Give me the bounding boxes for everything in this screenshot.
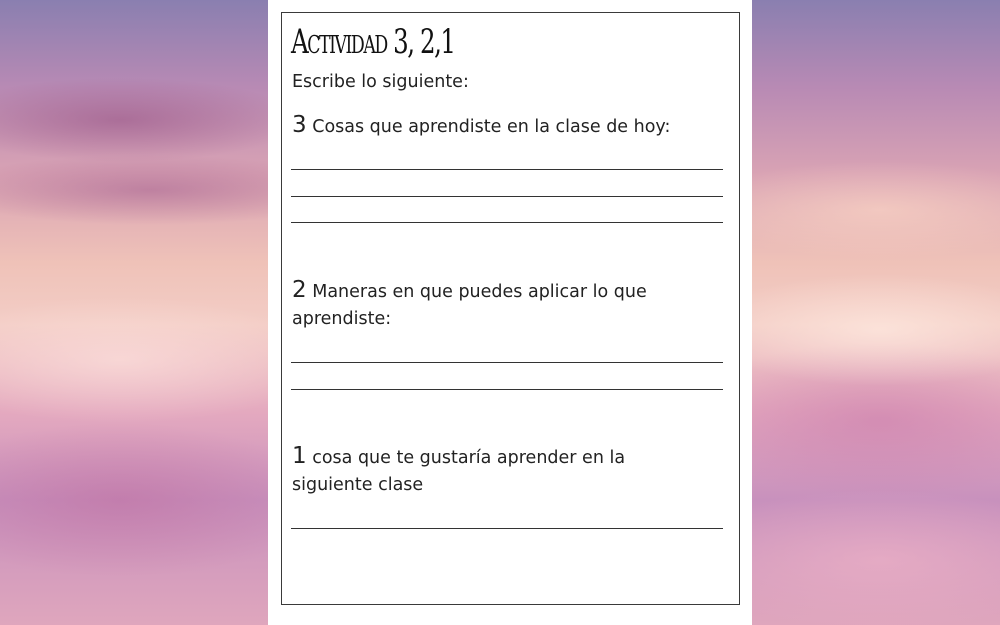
worksheet-page: [268, 0, 752, 625]
answer-line[interactable]: [291, 389, 723, 390]
section-two-prompt: [292, 277, 647, 333]
intro-text: Escribe lo siguiente:: [292, 72, 469, 92]
section-one-text-line2: siguiente clase: [292, 475, 424, 495]
answer-line[interactable]: [291, 222, 723, 223]
section-three-prompt: [292, 112, 670, 141]
answer-line[interactable]: [291, 528, 723, 529]
section-two-number: 2: [292, 277, 307, 303]
section-three-text: Cosas que aprendiste en la clase de hoy:: [312, 117, 671, 137]
section-one-prompt: [292, 443, 625, 499]
answer-line[interactable]: [291, 362, 723, 363]
section-two-text-line2: aprendiste:: [292, 309, 392, 329]
section-two-text-line1: Maneras en que puedes aplicar lo que: [312, 282, 647, 302]
section-one-number: 1: [292, 443, 307, 469]
answer-line[interactable]: [291, 196, 723, 197]
answer-line[interactable]: [291, 169, 723, 170]
section-one-text-line1: cosa que te gustaría aprender en la: [312, 448, 626, 468]
worksheet-title: Actividad 3, 2,1: [291, 22, 455, 62]
section-three-number: 3: [292, 112, 307, 138]
